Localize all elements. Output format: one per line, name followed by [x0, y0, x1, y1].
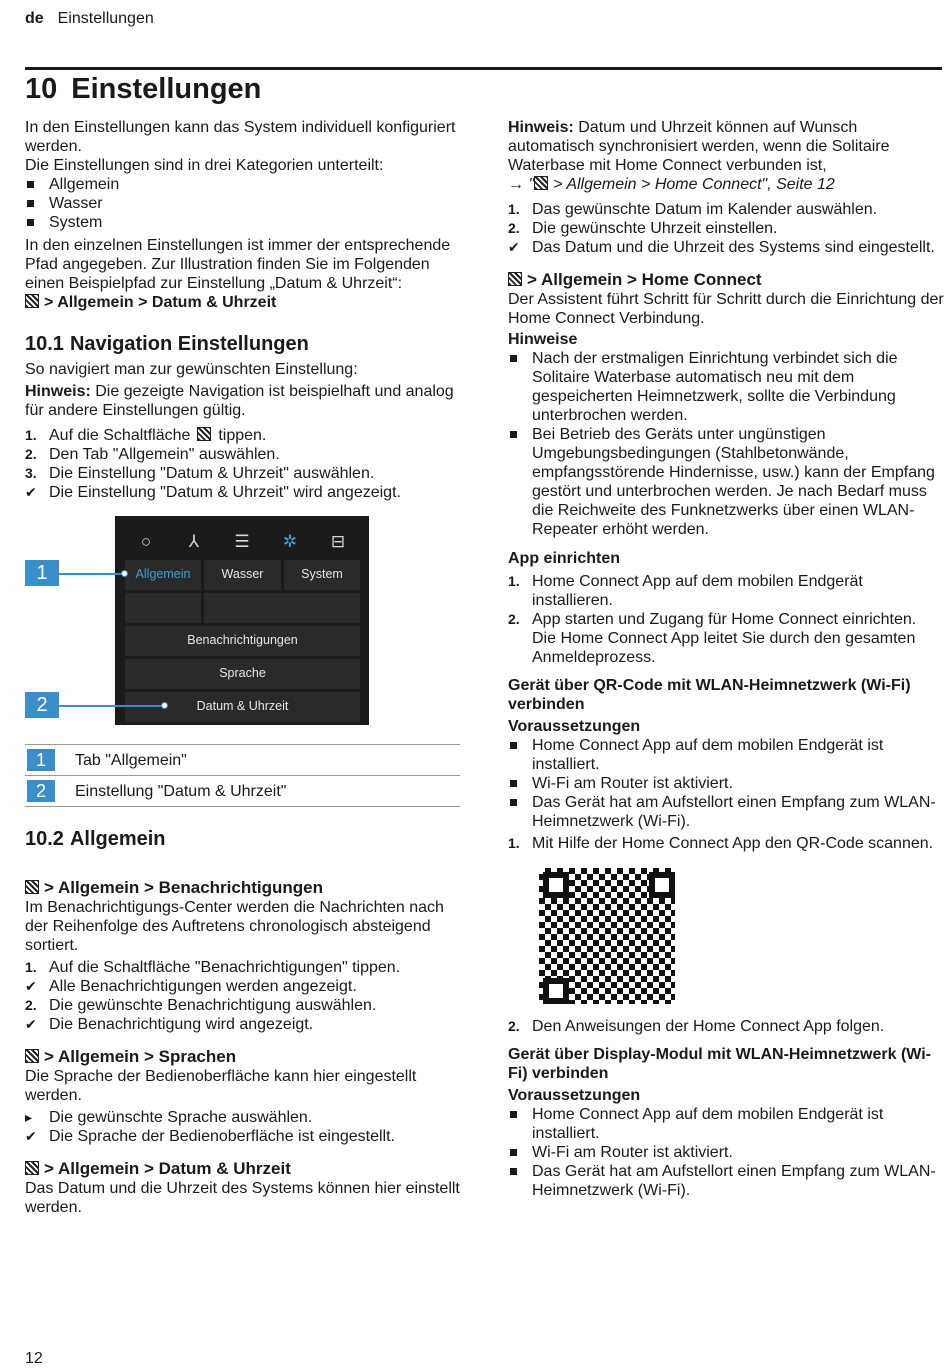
empty-slot: [204, 593, 360, 623]
prerequisites-list: [508, 1105, 944, 1200]
date-time-path: [25, 1158, 465, 1179]
legend-number: 2: [27, 780, 55, 802]
sync-note: [508, 118, 944, 175]
step-text: Auf die Schaltfläche "Benachrichtigungen" tippen.: [49, 959, 401, 976]
arrow-icon: ▸: [25, 1109, 33, 1125]
list-item: [508, 610, 944, 667]
list-item: System: [25, 213, 465, 232]
cross-reference-link[interactable]: > Allgemein > Home Connect", Seite 12: [553, 176, 835, 193]
check-icon: ✔: [25, 1016, 37, 1032]
note-text: Datum und Uhrzeit können auf Wunsch automatisch synchronisiert werden, wenn die Solitaire Waterbase mit Home Connect verbunden ist,: [508, 119, 890, 174]
step-number: 1.: [508, 201, 520, 217]
prerequisites-heading: Voraussetzungen: [508, 718, 641, 735]
path-text: > Allgemein > Datum & Uhrzeit: [44, 1159, 291, 1178]
callout-line: [59, 705, 165, 707]
legend-text: Einstellung "Datum & Uhrzeit": [75, 782, 287, 800]
tab-system[interactable]: System: [284, 560, 360, 590]
list-item: [25, 996, 465, 1015]
section-title: Allgemein: [69, 828, 166, 850]
list-item: [25, 426, 465, 445]
chapter-title-text: Einstellungen: [71, 73, 262, 105]
settings-icon: [508, 272, 522, 286]
hints-heading: Hinweise: [508, 331, 578, 348]
settings-icon: [25, 1049, 39, 1063]
language-code: de: [25, 10, 44, 27]
list-item: Wasser: [25, 194, 465, 213]
note-label: Hinweis:: [25, 383, 91, 400]
figure-legend: [25, 744, 460, 807]
list-item: Nach der erstmaligen Einrichtung verbindet sich die Solitaire Waterbase automatisch neu mit dem gespeicherten Heimnetzwerk, sollte die Verbindung unterbrochen werden.: [508, 349, 944, 425]
chapter-number: 10: [25, 73, 58, 105]
left-column: [25, 118, 465, 1217]
chapter-title: [25, 72, 261, 106]
step-number: 2.: [25, 446, 37, 462]
prerequisites-heading: Voraussetzungen: [508, 1087, 641, 1104]
step-number: 2.: [508, 220, 520, 236]
section-title: Navigation Einstellungen: [69, 333, 309, 355]
step-text: Home Connect App auf dem mobilen Endgerät installieren.: [532, 573, 863, 609]
check-icon: ✔: [25, 1128, 37, 1144]
step-number: 3.: [25, 465, 37, 481]
prerequisites-list: [508, 736, 944, 831]
step-number: 1.: [508, 835, 520, 851]
page-number: 12: [25, 1350, 43, 1367]
path-text: > Allgemein > Home Connect: [527, 270, 762, 289]
list-item: [25, 445, 465, 464]
notifications-steps: [25, 958, 465, 1034]
settings-icon: [25, 1161, 39, 1175]
callout-dot: [161, 702, 168, 709]
step-text: Das gewünschte Datum im Kalender auswählen.: [532, 201, 878, 218]
nav-note: [25, 382, 465, 420]
step-text: Auf die Schaltfläche: [49, 427, 195, 444]
list-item: Das Gerät hat am Aufstellort einen Empfang zum WLAN-Heimnetzwerk (Wi-Fi).: [508, 1162, 944, 1200]
callout-1: 1: [25, 560, 59, 586]
header-rule: [25, 67, 942, 70]
qr-heading: Gerät über QR-Code mit WLAN-Heimnetzwerk (Wi-Fi) verbinden: [508, 677, 911, 713]
tab-allgemein[interactable]: Allgemein: [125, 560, 201, 590]
example-path: [25, 293, 465, 312]
step-text: Die gewünschte Benachrichtigung auswählen.: [49, 997, 377, 1014]
result-text: Die Sprache der Bedienoberfläche ist eingestellt.: [49, 1128, 395, 1145]
check-icon: ✔: [25, 978, 37, 994]
date-time-button[interactable]: Datum & Uhrzeit: [125, 692, 360, 722]
path-text: > Allgemein > Benachrichtigungen: [44, 878, 323, 897]
app-setup-heading: App einrichten: [508, 550, 621, 567]
icon-bar: [125, 526, 359, 556]
step-number: 2.: [508, 611, 520, 627]
date-time-text: Das Datum und die Uhrzeit des Systems können hier einstellt werden.: [25, 1180, 460, 1216]
header-section: Einstellungen: [57, 10, 154, 27]
list-item: Bei Betrieb des Geräts unter ungünstigen Umgebungsbedingungen (Stahlbetonwände, empfangsstörende Hindernisse, usw.) kann der Empfang gestört und unterbrochen werden. Je nach Bedarf muss die Reichweite des Funknetzwerks über einen WLAN-Repeater erhöht werden.: [508, 425, 944, 539]
qr-steps-2: [508, 1017, 944, 1036]
list-item: Allgemein: [25, 175, 465, 194]
category-list: [25, 175, 465, 232]
step-number: 1.: [508, 573, 520, 589]
empty-slot: [125, 593, 201, 623]
hints-list: [508, 349, 944, 539]
legend-row: [25, 776, 460, 807]
gear-icon[interactable]: ✲: [282, 531, 298, 551]
home-icon[interactable]: ○: [140, 531, 152, 551]
step-text: Die Einstellung "Datum & Uhrzeit" auswählen.: [49, 465, 375, 482]
list-item: [508, 200, 944, 219]
settings-icon: [25, 294, 39, 308]
cross-reference: → " > Allgemein > Home Connect", Seite 12: [508, 176, 835, 193]
list-item: Home Connect App auf dem mobilen Endgerät ist installiert.: [508, 1105, 944, 1143]
note-label: Hinweis:: [508, 119, 574, 136]
date-steps: [508, 200, 944, 257]
callout-line: [59, 573, 125, 575]
callout-dot: [121, 570, 128, 577]
list-item: [25, 958, 465, 977]
nav-intro: So navigiert man zur gewünschten Einstellung:: [25, 361, 358, 378]
qr-steps: [508, 834, 944, 853]
result-text: Das Datum und die Uhrzeit des Systems sind eingestellt.: [532, 239, 935, 256]
display-module-heading: Gerät über Display-Modul mit WLAN-Heimnetzwerk (Wi-Fi) verbinden: [508, 1046, 931, 1082]
list-item: Wi-Fi am Router ist aktiviert.: [508, 774, 944, 793]
list-item: [25, 1108, 465, 1127]
language-button[interactable]: Sprache: [125, 659, 360, 689]
menu-icon[interactable]: ☰: [234, 531, 250, 551]
list-item: [25, 1127, 465, 1146]
home-connect-path: [508, 269, 944, 290]
nav-steps: [25, 426, 465, 502]
step-number: 2.: [508, 1018, 520, 1034]
step-subtext: Die Home Connect App leitet Sie durch den gesamten Anmeldeprozess.: [532, 630, 916, 666]
step-text: Mit Hilfe der Home Connect App den QR-Code scannen.: [532, 835, 934, 852]
device-icon[interactable]: ⊟: [330, 531, 346, 551]
list-item: [508, 572, 944, 610]
legend-text: Tab "Allgemein": [75, 751, 187, 769]
list-item: Home Connect App auf dem mobilen Endgerät ist installiert.: [508, 736, 944, 774]
section-number: 10.1: [25, 333, 64, 355]
step-text: tippen.: [213, 427, 267, 444]
section-heading-general: [25, 827, 465, 851]
check-icon: ✔: [508, 239, 520, 255]
home-connect-text: Der Assistent führt Schritt für Schritt durch die Einrichtung der Home Connect Verbindung.: [508, 291, 944, 327]
programs-icon[interactable]: ⅄: [188, 531, 200, 551]
tab-wasser[interactable]: Wasser: [204, 560, 281, 590]
step-number: 2.: [25, 997, 37, 1013]
notifications-text: Im Benachrichtigungs-Center werden die Nachrichten nach der Reihenfolge des Auftretens chronologisch absteigend sortiert.: [25, 899, 444, 954]
step-text: Den Anweisungen der Home Connect App folgen.: [532, 1018, 885, 1035]
language-text: Die Sprache der Bedienoberfläche kann hier eingestellt werden.: [25, 1068, 417, 1104]
step-number: 1.: [25, 959, 37, 975]
section-number: 10.2: [25, 828, 64, 850]
step-text: Die gewünschte Sprache auswählen.: [49, 1109, 313, 1126]
notifications-path: [25, 877, 465, 898]
app-steps: [508, 572, 944, 667]
notifications-button[interactable]: Benachrichtigungen: [125, 626, 360, 656]
step-number: 1.: [25, 427, 37, 443]
legend-row: [25, 745, 460, 776]
list-item: [508, 219, 944, 238]
language-steps: [25, 1108, 465, 1146]
list-item: [25, 464, 465, 483]
language-path: [25, 1046, 465, 1067]
legend-number: 1: [27, 749, 55, 771]
path-text: > Allgemein > Sprachen: [44, 1047, 237, 1066]
list-item: [508, 1017, 944, 1036]
list-item: [25, 977, 465, 996]
intro-paragraph-3: In den einzelnen Einstellungen ist immer der entsprechende Pfad angegeben. Zur Illustration finden Sie im Folgenden einen Beispielpfad zur Einstellung „Datum & Uhrzeit“:: [25, 237, 451, 292]
list-item: Wi-Fi am Router ist aktiviert.: [508, 1143, 944, 1162]
arrow-icon: →: [508, 176, 524, 193]
check-icon: ✔: [25, 484, 37, 500]
example-path-text: > Allgemein > Datum & Uhrzeit: [44, 294, 277, 311]
step-text: Die gewünschte Uhrzeit einstellen.: [532, 220, 778, 237]
note-text: Die gezeigte Navigation ist beispielhaft und analog für andere Einstellungen gültig.: [25, 383, 454, 419]
list-item: [508, 238, 944, 257]
intro-paragraph-2: Die Einstellungen sind in drei Kategorien unterteilt:: [25, 157, 384, 174]
list-item: Das Gerät hat am Aufstellort einen Empfang zum WLAN-Heimnetzwerk (Wi-Fi).: [508, 793, 944, 831]
list-item: [508, 834, 944, 853]
callout-2: 2: [25, 692, 59, 718]
intro-paragraph-1: In den Einstellungen kann das System individuell konfiguriert werden.: [25, 119, 456, 155]
settings-icon: [25, 880, 39, 894]
step-text: Den Tab "Allgemein" auswählen.: [49, 446, 280, 463]
result-text: Alle Benachrichtigungen werden angezeigt.: [49, 978, 357, 995]
section-heading-navigation: [25, 332, 465, 356]
ui-figure: [25, 516, 465, 744]
settings-icon: [197, 427, 211, 441]
qr-code: [536, 865, 678, 1007]
step-text: App starten und Zugang für Home Connect einrichten.: [532, 611, 917, 628]
device-screen: [115, 516, 369, 725]
right-column: [508, 118, 944, 1200]
list-item: [25, 483, 465, 502]
result-text: Die Benachrichtigung wird angezeigt.: [49, 1016, 314, 1033]
page-header: [25, 9, 154, 28]
result-text: Die Einstellung "Datum & Uhrzeit" wird angezeigt.: [49, 484, 401, 501]
list-item: [25, 1015, 465, 1034]
settings-icon: [534, 176, 548, 190]
